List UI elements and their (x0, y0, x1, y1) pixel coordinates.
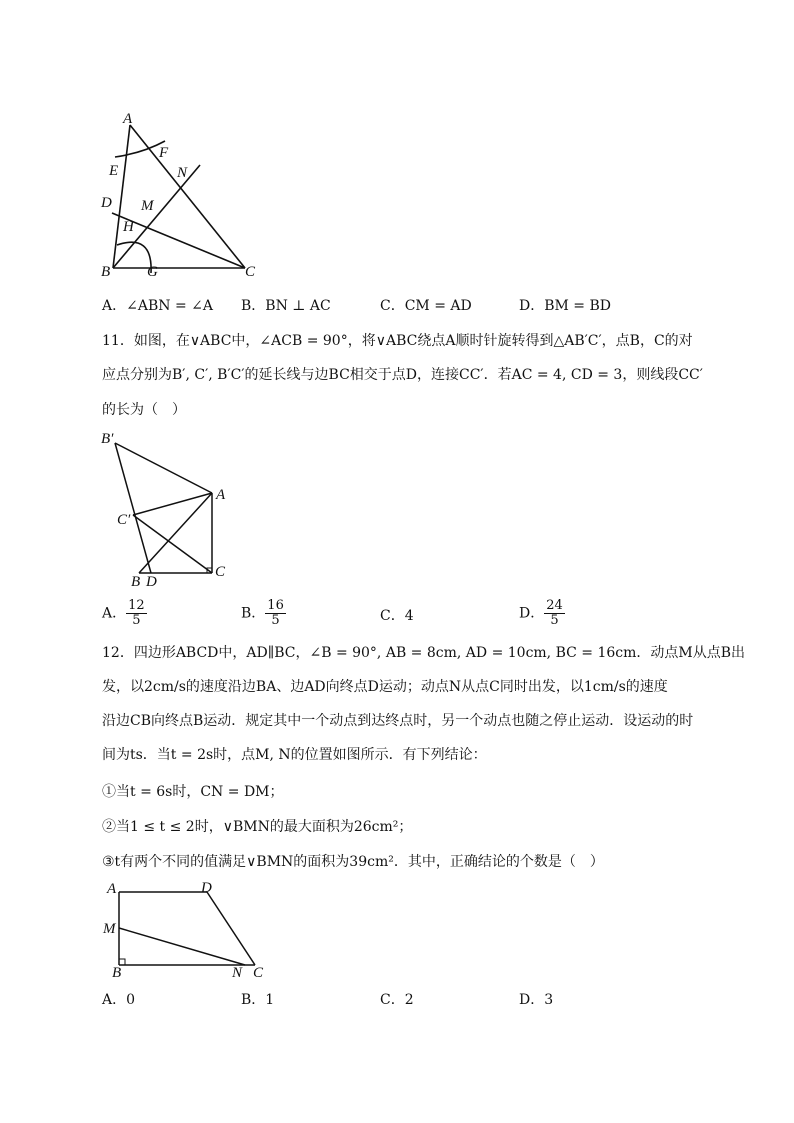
q11-option-c[interactable] (380, 606, 414, 626)
fig10-label-c: C (245, 264, 256, 280)
option-text: 3 (544, 992, 554, 1008)
q11-option-b[interactable] (241, 599, 286, 628)
option-letter: B． (241, 992, 266, 1008)
fig12-label-c: C (253, 965, 264, 981)
option-text: 2 (404, 992, 414, 1008)
q10-option-b[interactable] (241, 296, 331, 316)
fig11-label-b: B (131, 574, 141, 590)
q12-line-1: 12．四边形ABCD中，AD∥BC，∠B = 90°, AB = 8cm, AD = 10cm, BC = 16cm．动点M从点B出 (102, 645, 746, 661)
option-letter: B． (241, 298, 266, 314)
option-letter: A． (102, 605, 127, 622)
q12-option-c[interactable] (380, 990, 414, 1010)
fig10-label-n: N (177, 165, 188, 181)
q12-statement-2: ②当1 ≤ t ≤ 2时，∨BMN的最大面积为26cm²； (102, 819, 413, 835)
q11-option-d[interactable] (519, 599, 565, 628)
q12-option-a[interactable] (102, 990, 135, 1010)
option-text: 1 (265, 992, 275, 1008)
option-letter: D． (519, 605, 545, 622)
fig11-line-b1d (115, 443, 151, 573)
q12-option-b[interactable] (241, 990, 274, 1010)
fig12-side-dc (207, 892, 255, 965)
option-fraction: $\frac{24}{5}$ (546, 598, 563, 628)
option-text: 4 (404, 608, 414, 624)
option-letter: A． (102, 298, 127, 314)
q12-option-d[interactable] (519, 990, 553, 1010)
q11-line-1: 11．如图，在∨ABC中，∠ACB = 90°，将∨ABC绕点A顺时针旋转得到△AB′C′，点B，C的对 (102, 333, 693, 349)
q12-statement-1: ①当t = 6s时，CN = DM； (102, 784, 284, 800)
q12-statement-3: ③t有两个不同的值满足∨BMN的面积为39cm²．其中，正确结论的个数是（ ） (102, 854, 604, 870)
fig12-label-m: M (103, 921, 116, 937)
fig11-label-c: C (215, 564, 226, 580)
fig12-label-a: A (107, 881, 117, 897)
fig10-label-h: H (123, 219, 134, 235)
q12-line-3: 沿边CB向终点B运动．规定其中一个动点到达终点时，另一个动点也随之停止运动．设运动的时 (102, 713, 694, 729)
fig11-label-a: A (216, 487, 226, 503)
q12-line-2: 发，以2cm/s的速度沿边BA、边AD向终点D运动；动点N从点C同时出发，以1cm/s的速度 (102, 679, 668, 695)
fig12-label-d: D (201, 880, 212, 896)
fig11-line-c1c (133, 515, 212, 573)
fig10-label-m: M (141, 198, 154, 214)
fig10-arc-ef (115, 141, 165, 157)
fig10-label-a: A (123, 111, 133, 127)
figure-q12 (95, 875, 280, 985)
option-letter: B． (241, 605, 266, 622)
fig11-label-b1: B′ (101, 431, 114, 447)
fig11-line-b1a (115, 443, 212, 493)
option-fraction: $\frac{12}{5}$ (128, 598, 145, 628)
q11-line-2: 应点分别为B′, C′, B′C′的延长线与边BC相交于点D，连接CC′．若AC = 4, CD = 3，则线段CC′ (102, 367, 703, 383)
fig10-side-ab (113, 125, 130, 268)
fig12-label-b: B (112, 965, 122, 981)
fig12-segment-mn (119, 928, 245, 965)
fig12-label-n: N (232, 965, 243, 981)
fig10-label-b: B (101, 264, 111, 280)
figure-q11 (95, 425, 245, 595)
option-letter: D． (519, 992, 545, 1008)
q11-line-3: 的长为（ ） (102, 402, 186, 418)
option-text: BM = BD (544, 298, 612, 314)
fig10-label-f: F (159, 145, 169, 161)
q12-line-4: 间为ts．当t = 2s时，点M, N的位置如图所示．有下列结论： (102, 747, 487, 763)
fig11-side-ab (139, 493, 212, 573)
fig11-label-d: D (146, 574, 157, 590)
option-text: 0 (126, 992, 136, 1008)
fig10-label-d: D (101, 195, 112, 211)
fig10-label-e: E (109, 163, 119, 179)
option-letter: A． (102, 992, 127, 1008)
option-letter: C． (380, 608, 405, 624)
option-fraction: $\frac{16}{5}$ (267, 598, 284, 628)
option-letter: C． (380, 298, 405, 314)
q10-option-c[interactable] (380, 296, 472, 316)
fig11-line-c1a (133, 493, 212, 515)
option-text: CM = AD (404, 298, 472, 314)
option-letter: C． (380, 992, 405, 1008)
figure-q10 (95, 105, 270, 280)
q10-option-d[interactable] (519, 296, 611, 316)
option-text: BN ⊥ AC (265, 298, 331, 314)
fig10-label-g: G (147, 264, 158, 280)
q11-option-a[interactable] (102, 599, 147, 628)
option-text: ∠ABN = ∠A (126, 298, 213, 314)
fig11-label-c1: C′ (117, 512, 131, 528)
option-letter: D． (519, 298, 545, 314)
q10-option-a[interactable] (102, 296, 213, 316)
fig10-side-ac (130, 125, 245, 268)
